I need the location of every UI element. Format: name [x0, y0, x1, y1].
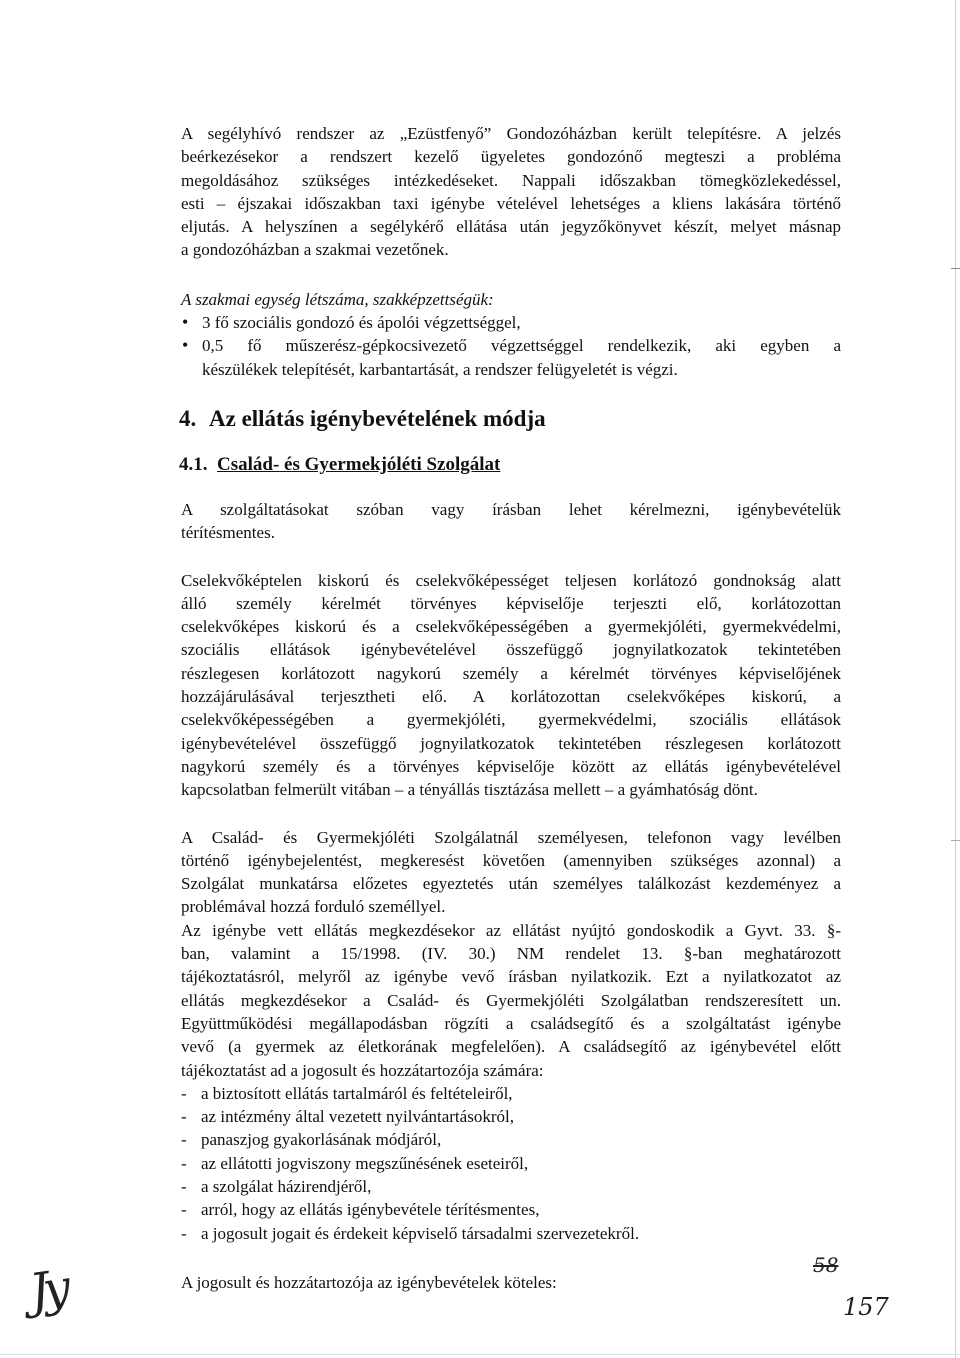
scan-edge-mark: [951, 840, 960, 841]
text-line: • 0,5 fő műszerész-gépkocsivezető végzettséggel rendelkezik, aki egyben a: [202, 336, 841, 356]
text-line: megoldásához szükséges intézkedéseket. Nappali időszakban tömegközlekedéssel,: [181, 170, 841, 190]
text-line: esti – éjszakai időszakban taxi igénybe vételével lehetséges a kliens lakására történő: [181, 193, 841, 213]
text-line: tájékoztatást ad a jogosult és hozzátartozója számára:: [181, 1060, 544, 1080]
document-page: [181, 122, 841, 1294]
paragraph-information: [181, 919, 841, 1082]
list-item: • 3 fő szociális gondozó és ápolói végzettséggel,: [181, 311, 841, 334]
text-line: Együttműködési megállapodásban rögzíti a családsegítő és a szolgáltatást igénybe: [181, 1013, 841, 1033]
text-line: beérkezésekor a rendszert kezelő ügyeletes gondozónő megteszi a probléma: [181, 147, 841, 167]
text-line: A szolgáltatásokat szóban vagy írásban lehet kérelmezni, igénybevételük: [181, 499, 841, 519]
text-line: ellátás megkezdésekor a Család- és Gyermekjóléti Szolgálatban rendszeresített un.: [181, 990, 841, 1010]
subsection-title: Család- és Gyermekjóléti Szolgálat: [217, 453, 501, 475]
text-line: nagykorú személy és a törvényes képviselője között az ellátás igénybevételével: [181, 756, 841, 776]
text-line: készülékek telepítését, karbantartását, a rendszer felügyeletét is végzi.: [202, 359, 678, 379]
text-line: vevő (a gyermek az életkorának megfelelően). A családsegítő az igénybevétel előtt: [181, 1037, 841, 1057]
text-line: kapcsolatban felmerült vitában – a tényállás tisztázása mellett – a gyámhatóság dönt.: [181, 780, 758, 800]
paragraph-obligations: A jogosult és hozzátartozója az igénybevételek köteles:: [181, 1272, 557, 1292]
subsection-heading: [179, 453, 841, 477]
list-item: [181, 334, 841, 381]
subsection-number: 4.1.: [179, 453, 208, 475]
handwritten-page-number-new: 157: [843, 1293, 889, 1321]
text-line: A segélyhívó rendszer az „Ezüstfenyő” Gondozóházban került telepítésre. A jelzés: [181, 124, 841, 143]
list-item: - az intézmény által vezetett nyilvántartásokról,: [181, 1105, 841, 1128]
scan-edge-right: [955, 0, 956, 1358]
paragraph-alarm-system: [181, 122, 841, 262]
text-line: ban, valamint a 15/1998. (IV. 30.) NM rendelet 13. §-ban meghatározott: [181, 944, 841, 964]
paragraph-request: [181, 498, 841, 545]
paragraph-contact: [181, 826, 841, 919]
list-item: - panaszjog gyakorlásának módjáról,: [181, 1128, 841, 1151]
text-line: hozzájárulásával terjesztheti elő. A korlátozottan cselekvőképes kiskorú, a: [181, 687, 841, 707]
list-item: - arról, hogy az ellátás igénybevétele térítésmentes,: [181, 1198, 841, 1221]
text-line: Az igénybe vett ellátás megkezdésekor az ellátást nyújtó gondoskodik a Gyvt. 33. §-: [181, 920, 841, 940]
text-line: problémával hozzá forduló személlyel.: [181, 897, 446, 917]
handwritten-page-number-old: 58: [813, 1253, 839, 1277]
staff-list: [181, 311, 841, 381]
list-item: - a biztosított ellátás tartalmáról és feltételeiről,: [181, 1082, 841, 1105]
handwritten-initials: Jy: [26, 1259, 69, 1321]
text-line: Szolgálat munkatársa előzetes egyeztetés után személyes találkozást kezdeményez a: [181, 874, 841, 894]
scan-edge-bottom: [0, 1354, 960, 1355]
text-line: Cselekvőképtelen kiskorú és cselekvőképességet teljesen korlátozó gondnokság alatt: [181, 570, 841, 590]
section-title: Az ellátás igénybevételének módja: [209, 405, 546, 431]
text-line: cselekvőképes kiskorú és a cselekvőképességében a gyermekjóléti, gyermekvédelmi,: [181, 617, 841, 637]
text-line: cselekvőképességében a gyermekjóléti, gyermekvédelmi, szociális ellátások: [181, 710, 841, 730]
text-line: térítésmentes.: [181, 523, 275, 543]
text-line: eljutás. A helyszínen a segélykérő ellátása után jegyzőkönyvet készít, melyet másnap: [181, 217, 841, 237]
text-line: A Család- és Gyermekjóléti Szolgálatnál személyesen, telefonon vagy levélben: [181, 827, 841, 847]
text-line: álló személy kérelmét törvényes képviselője terjeszti elő, korlátozottan: [181, 593, 841, 613]
section-number: 4.: [179, 405, 197, 431]
list-item: - a szolgálat házirendjéről,: [181, 1175, 841, 1198]
scan-edge-mark: [951, 268, 960, 269]
text-line: a gondozóházban a szakmai vezetőnek.: [181, 240, 449, 260]
text-line: tájékoztatásról, melyről az igénybe vevő írásban nyilatkozik. Ezt a nyilatkozatot az: [181, 967, 841, 987]
text-line: szociális ellátások igénybevételével összefüggő jognyilatkozatok tekintetében: [181, 640, 841, 660]
staff-heading: A szakmai egység létszáma, szakképzettségük:: [181, 289, 494, 309]
list-item: - a jogosult jogait és érdekeit képviselő társadalmi szervezetekről.: [181, 1222, 841, 1245]
text-line: történő igénybejelentést, megkeresést követően (amennyiben szükséges azonnal) a: [181, 850, 841, 870]
text-line: részlegesen korlátozott nagykorú személy a kérelmét törvényes képviselőjének: [181, 663, 841, 683]
section-heading: [179, 405, 841, 433]
text-line: igénybevételével összefüggő jognyilatkozatok tekintetében részlegesen korlátozott: [181, 733, 841, 753]
information-list: [181, 1082, 841, 1245]
paragraph-legal-capacity: [181, 569, 841, 802]
list-item: - az ellátotti jogviszony megszűnésének eseteiről,: [181, 1152, 841, 1175]
